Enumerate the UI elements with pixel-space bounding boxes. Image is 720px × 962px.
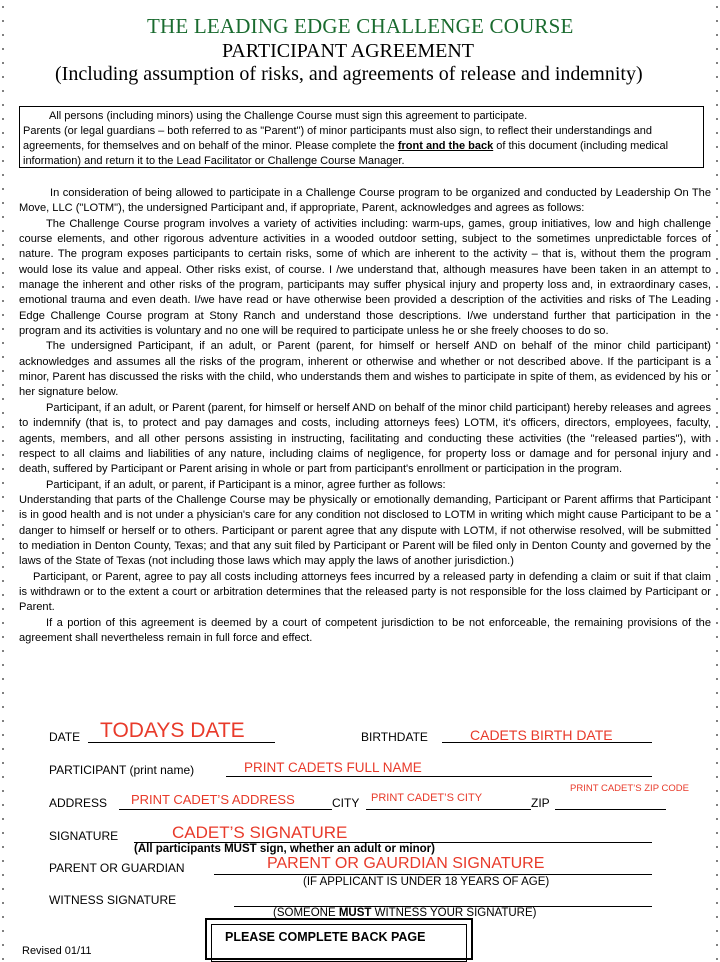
left-dotted-border bbox=[1, 0, 5, 960]
paragraph-consideration: In consideration of being allowed to participate in a Challenge Course program to be organized and conducted by Leadership On The Move, LLC ("LOTM"), the undersigned Participant and, if appropriate, Parent, acknowledges and agrees as follows: bbox=[19, 187, 711, 215]
paragraph-further: Participant, if an adult, or parent, if Participant is a minor, agree further as follows: bbox=[46, 478, 446, 491]
city-line bbox=[366, 809, 531, 810]
date-field[interactable]: TODAYS DATE bbox=[100, 719, 245, 742]
paragraph-release: Participant, if an adult, or Parent (parent, for himself or herself AND on behalf of the minor child participant) hereby releases and agrees to indemnify (that is, to protect and pay damages and costs, including attorneys fees) LOTM, it's officers, directors, employees, faculty, agents, members, and all other persons assisting in instructing, facilitating and conducting these activities (the "released parties"), with respect to all claims and liabilities of any nature, including claims of negligence, for property loss or damage and for personal injury and death, suffered by Participant or Parent arising in whole or part from participant's enrollment or participation in the program. bbox=[19, 401, 711, 476]
city-field[interactable]: PRINT CADET’S CITY bbox=[371, 792, 483, 804]
revised-date: Revised 01/11 bbox=[22, 945, 92, 957]
zip-field[interactable]: PRINT CADET’S ZIP CODE bbox=[570, 783, 689, 794]
agreement-subtitle: (Including assumption of risks, and agreements of release and indemnity) bbox=[55, 63, 643, 85]
course-title: THE LEADING EDGE CHALLENGE COURSE bbox=[147, 14, 574, 38]
parent-line bbox=[214, 874, 652, 875]
city-label: CITY bbox=[332, 796, 360, 810]
birthdate-label: BIRTHDATE bbox=[361, 730, 428, 744]
parent-label: PARENT OR GUARDIAN bbox=[49, 861, 185, 875]
signature-field[interactable]: CADET’S SIGNATURE bbox=[172, 823, 348, 842]
zip-label: ZIP bbox=[531, 796, 550, 810]
intro-line-2: Parents (or legal guardians – both referred to as "Parent") of minor participants must also sign, to reflect their understandings and agreements, for themselves and on behalf of the minor. Please complete the bbox=[23, 125, 653, 152]
paragraph-health: Understanding that parts of the Challenge Course may be physically or emotionally demanding, Participant or Parent affirms that Participant is in good health and is not under a physician's care for any condition not disclosed to LOTM in writing which might cause Participant to be a danger to himself or herself or to others. Participant or parent agree that any dispute with LOTM, if not otherwise resolved, will be submitted to mediation in Denton County, Texas; and that any suit filed by Participant or Parent will be filed only in Denton County and governed by the laws of the State of Texas (not including those laws which may apply the laws of another jurisdiction.) bbox=[19, 493, 711, 568]
participant-field[interactable]: PRINT CADETS FULL NAME bbox=[244, 760, 422, 775]
address-line bbox=[119, 809, 332, 810]
witness-label: WITNESS SIGNATURE bbox=[49, 893, 177, 907]
back-page-label: PLEASE COMPLETE BACK PAGE bbox=[225, 930, 426, 944]
parent-note: (IF APPLICANT IS UNDER 18 YEARS OF AGE) bbox=[303, 876, 550, 888]
birthdate-field[interactable]: CADETS BIRTH DATE bbox=[470, 727, 613, 743]
back-page-notice bbox=[205, 918, 473, 960]
address-field[interactable]: PRINT CADET’S ADDRESS bbox=[131, 792, 295, 807]
witness-note: (SOMEONE MUST WITNESS YOUR SIGNATURE) bbox=[273, 907, 537, 919]
parent-field[interactable]: PARENT OR GAURDIAN SIGNATURE bbox=[267, 855, 545, 872]
paragraph-severability: If a portion of this agreement is deemed by a court of competent jurisdiction to be not enforceable, the remaining provisions of the agreement shall nevertheless remain in full force and effect. bbox=[19, 616, 711, 644]
intro-box bbox=[19, 106, 704, 168]
signature-label: SIGNATURE bbox=[49, 829, 119, 843]
agreement-title: PARTICIPANT AGREEMENT bbox=[222, 40, 474, 62]
address-label: ADDRESS bbox=[49, 796, 108, 810]
paragraph-costs: Participant, or Parent, agree to pay all costs including attorneys fees incurred by a released party in defending a claim or suit if that claim is withdrawn or to the extent a court or arbitration determines that the released party is not responsible for the loss claimed by Participant or Parent. bbox=[19, 570, 711, 614]
date-label: DATE bbox=[49, 730, 81, 744]
intro-line-1: All persons (including minors) using the Challenge Course must sign this agreement to participate. bbox=[49, 110, 528, 122]
intro-emphasis: front and the back bbox=[397, 140, 494, 152]
intro-line-3: of this document (including medical information) and return it to the Lead Facilitator or Challenge Course Manager. bbox=[23, 140, 669, 167]
zip-line bbox=[555, 809, 666, 810]
paragraph-assumption: The undersigned Participant, if an adult, or Parent (parent, for himself or herself AND on behalf of the minor child participant) acknowledges and assumes all the risks of the program, inherent or otherwise and whether or not described above. If the participant is a minor, Parent has discussed the risks with the child, who understands them and wishes to participate in spite of them, as evidenced by his or her signature below. bbox=[19, 340, 711, 399]
right-dotted-border bbox=[715, 0, 719, 960]
participant-line bbox=[226, 776, 652, 777]
signature-note: (All participants MUST sign, whether an adult or minor) bbox=[134, 843, 435, 855]
agreement-body bbox=[19, 186, 711, 646]
paragraph-program-risks: The Challenge Course program involves a variety of activities including: warm-ups, games, group initiatives, low and high challenge course elements, and other rigorous adventure activities in a wooded outdoor setting, subject to the sometimes unpredictable forces of nature. The program exposes participants to certain risks, some of which are inherent to the activity – that is, without them the program would lose its value and appeal. Other risks exist, of course. I /we understand that, although measures have been taken in an attempt to manage the inherent and other risks of the program, participants may suffer physical injury and property loss and, in extraordinary cases, emotional trauma and even death. I/we have read or have otherwise been provided a description of the activities and risks of The Leading Edge Challenge Course program at Stony Ranch and understand those descriptions. I/we understand further that participation in the program and its activities is voluntary and no one will be required to participate unless he or she freely chooses to do so. bbox=[19, 217, 711, 338]
participant-label: PARTICIPANT (print name) bbox=[49, 763, 195, 777]
